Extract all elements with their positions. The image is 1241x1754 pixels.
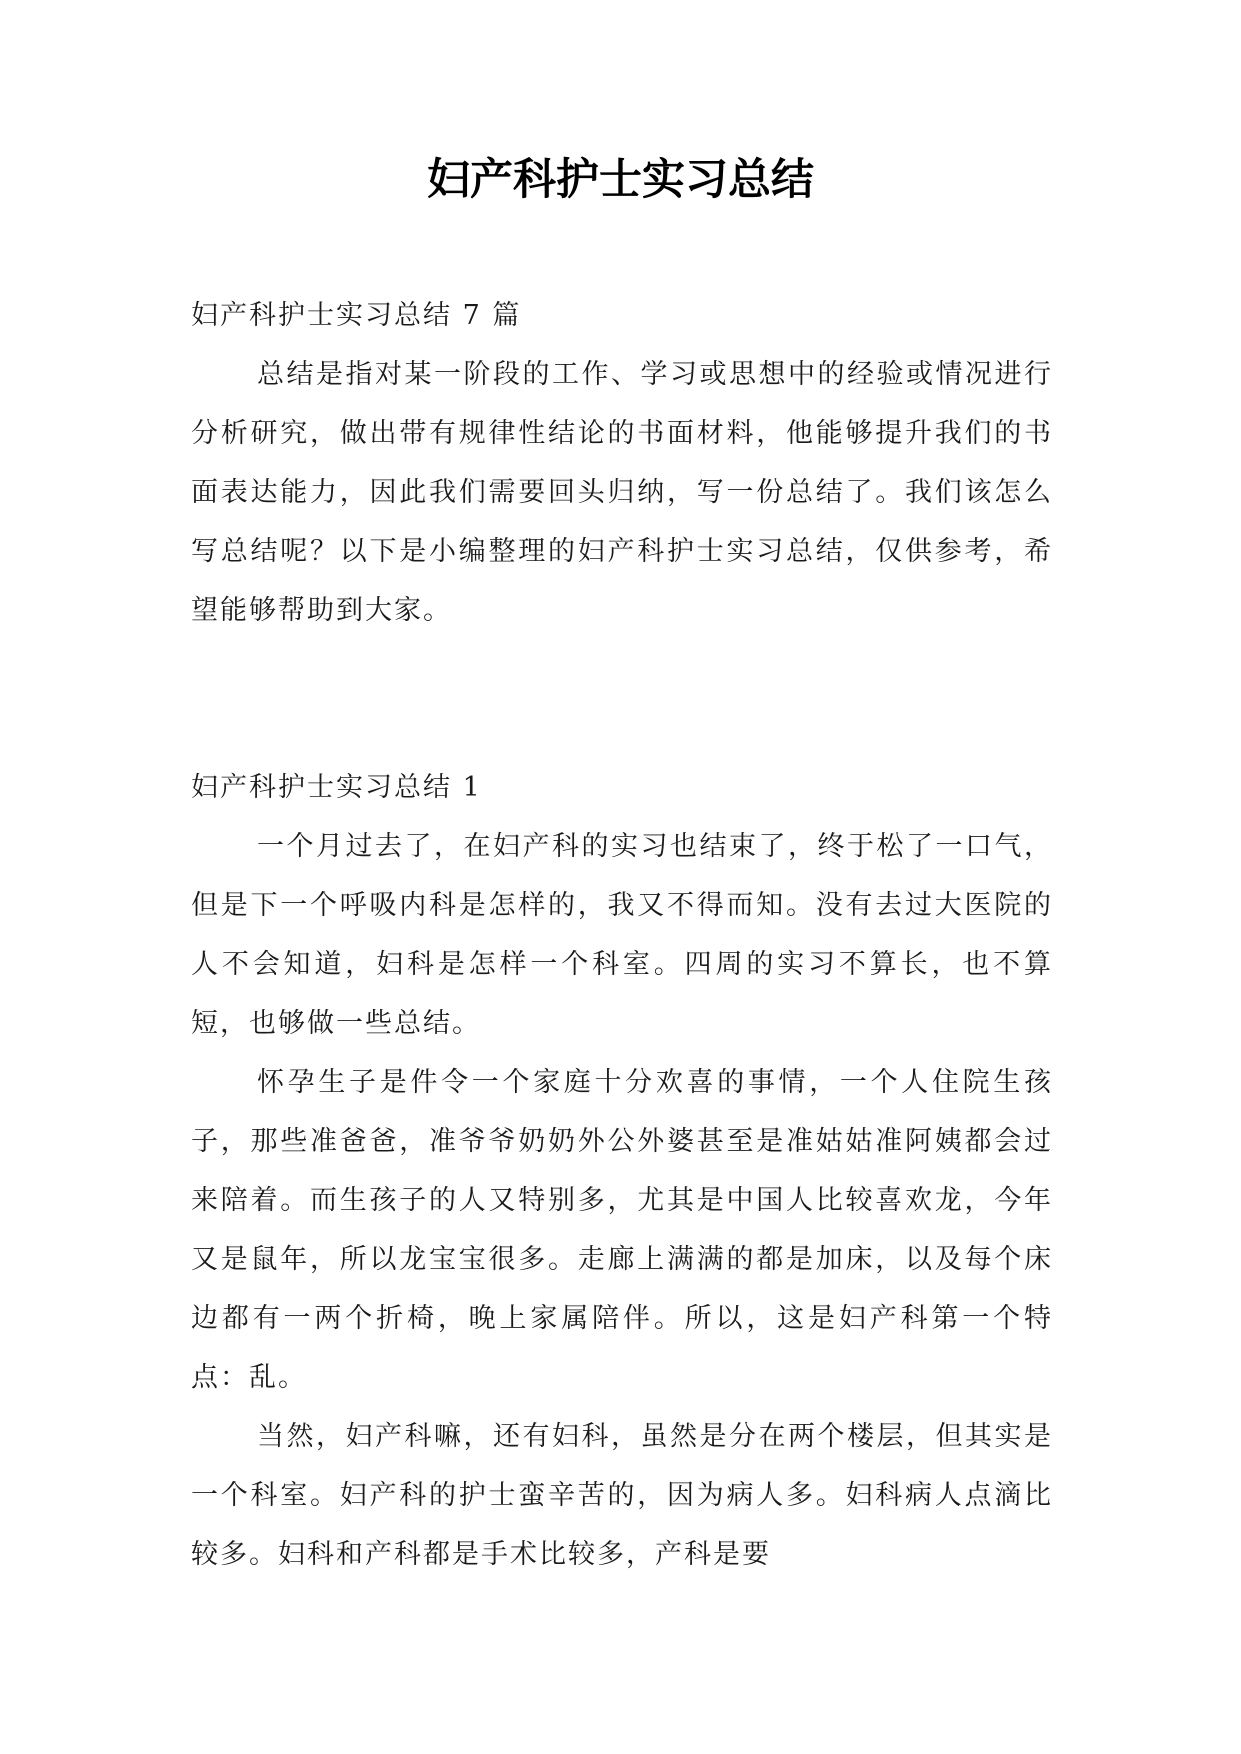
document-subtitle: 妇产科护士实习总结 7 篇	[191, 300, 522, 331]
document-body	[191, 286, 1053, 1584]
body-paragraph: 怀孕生子是件令一个家庭十分欢喜的事情，一个人住院生孩子，那些准爸爸，准爷爷奶奶外公外婆甚至是准姑姑准阿姨都会过来陪着。而生孩子的人又特别多，尤其是中国人比较喜欢龙，今年又是鼠年，所以龙宝宝很多。走廊上满满的都是加床，以及每个床边都有一两个折椅，晚上家属陪伴。所以，这是妇产科第一个特点：乱。	[191, 1067, 1053, 1393]
section-heading: 妇产科护士实习总结 1	[191, 772, 482, 803]
body-paragraph: 当然，妇产科嘛，还有妇科，虽然是分在两个楼层，但其实是一个科室。妇产科的护士蛮辛苦的，因为病人多。妇科病人点滴比较多。妇科和产科都是手术比较多，产科是要	[191, 1421, 1053, 1570]
body-paragraph: 一个月过去了，在妇产科的实习也结束了，终于松了一口气，但是下一个呼吸内科是怎样的，我又不得而知。没有去过大医院的人不会知道，妇科是怎样一个科室。四周的实习不算长，也不算短，也够做一些总结。	[191, 831, 1053, 1039]
intro-paragraph: 总结是指对某一阶段的工作、学习或思想中的经验或情况进行分析研究，做出带有规律性结论的书面材料，他能够提升我们的书面表达能力，因此我们需要回头归纳，写一份总结了。我们该怎么写总结呢？以下是小编整理的妇产科护士实习总结，仅供参考，希望能够帮助到大家。	[191, 359, 1053, 626]
section-spacer	[191, 640, 1053, 758]
document-title: 妇产科护士实习总结	[427, 155, 814, 205]
